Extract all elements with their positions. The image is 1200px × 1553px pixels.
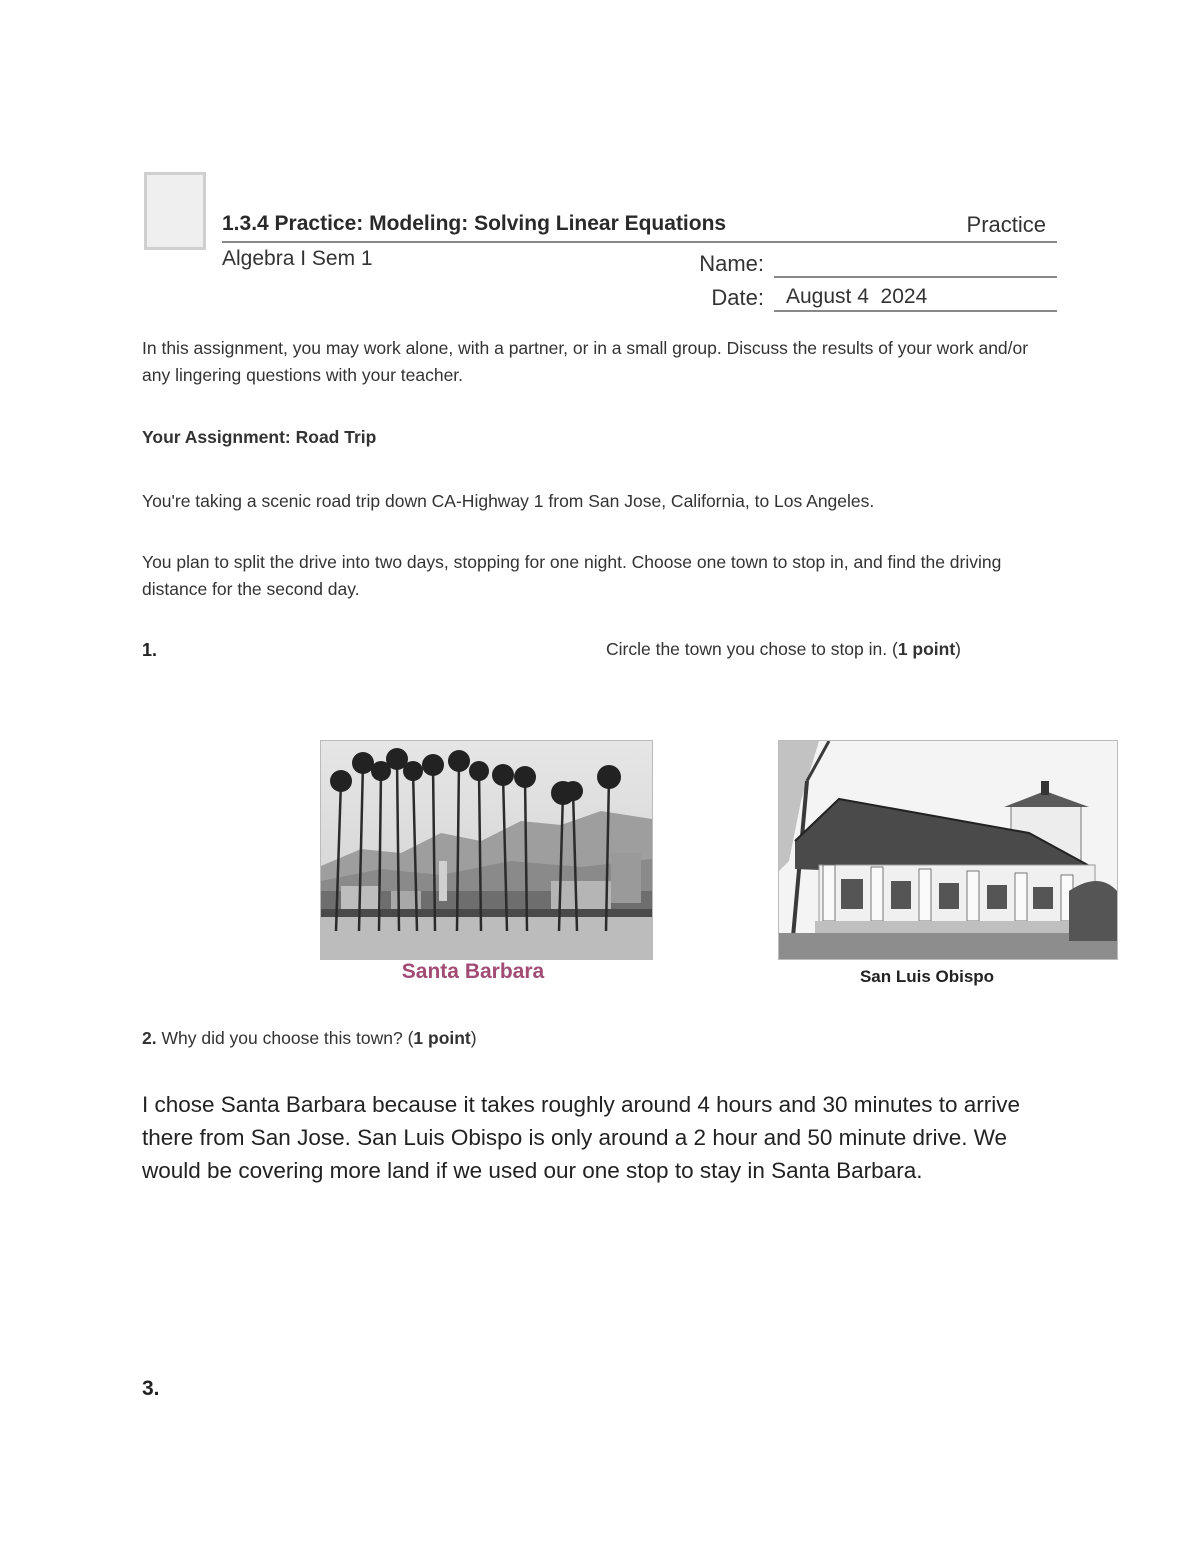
- question-2-points: 1 point: [413, 1028, 471, 1048]
- question-2-number: 2.: [142, 1028, 157, 1048]
- question-1-points: 1 point: [897, 639, 956, 659]
- question-1-number: 1.: [142, 640, 158, 660]
- title-divider: [222, 241, 1057, 243]
- date-label: Date:: [711, 285, 764, 310]
- course-label: Algebra I Sem 1: [222, 247, 373, 270]
- question-1-prompt: [606, 639, 961, 660]
- question-1-text: Circle the town you chose to stop in. (: [606, 639, 898, 659]
- question-2-close: ): [470, 1028, 477, 1048]
- san-luis-obispo-photo[interactable]: [778, 740, 1118, 960]
- scenario-text-2: You plan to split the drive into two days, stopping for one night. Choose one town to stop in, and find the driving distance for the second day.: [142, 552, 1002, 599]
- san-luis-obispo-caption[interactable]: San Luis Obispo: [859, 967, 995, 986]
- question-3-number: 3.: [142, 1377, 160, 1400]
- page-title: 1.3.4 Practice: Modeling: Solving Linear Equations: [222, 212, 727, 235]
- name-field[interactable]: [774, 247, 1057, 278]
- question-2-prompt: [142, 1028, 477, 1049]
- santa-barbara-caption[interactable]: Santa Barbara: [401, 960, 545, 983]
- question-2-text: Why did you choose this town? (: [156, 1028, 414, 1048]
- date-field[interactable]: August 4 2024: [774, 281, 1057, 312]
- intro-text: In this assignment, you may work alone, with a partner, or in a small group. Discuss the results of your work and/or any lingering questions with your teacher.: [142, 338, 1029, 385]
- question-2-answer[interactable]: I chose Santa Barbara because it takes roughly around 4 hours and 30 minutes to arrive there from San Jose. San Luis Obispo is only around a 2 hour and 50 minute drive. We would be covering more land if we used our one stop to stay in Santa Barbara.: [142, 1092, 1021, 1183]
- logo-placeholder: [144, 172, 206, 250]
- question-1-close: ): [955, 639, 961, 659]
- scenario-text-1: You're taking a scenic road trip down CA-Highway 1 from San Jose, California, to Los Angeles.: [142, 491, 875, 511]
- santa-barbara-photo[interactable]: [320, 740, 653, 960]
- assignment-type-label: Practice: [966, 212, 1046, 237]
- name-label: Name:: [699, 251, 764, 276]
- assignment-heading: Your Assignment: Road Trip: [142, 427, 377, 447]
